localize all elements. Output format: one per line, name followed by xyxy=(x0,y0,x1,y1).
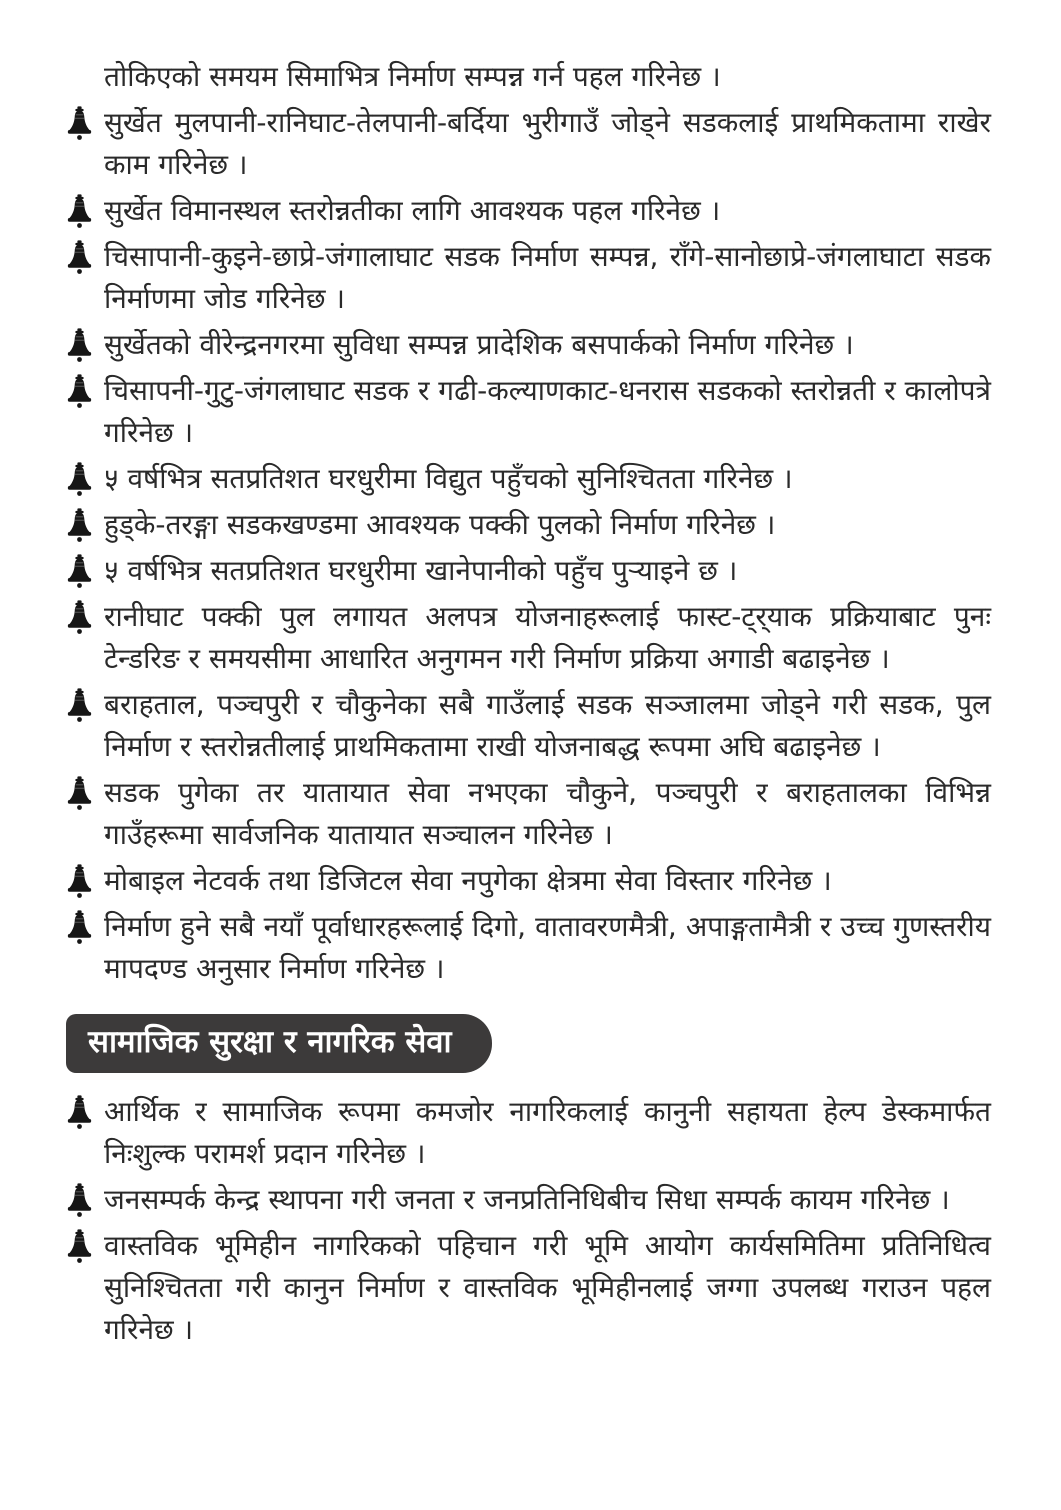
list-item-text: वास्तविक भूमिहीन नागरिकको पहिचान गरी भूमि आयोग कार्यसमितिमा प्रतिनिधित्व सुनिश्चितता गरी कानुन निर्माण र वास्तविक भूमिहीनलाई जग्गा उपलब्ध गराउन पहल गरिनेछ । xyxy=(104,1229,991,1346)
bell-bullet-icon xyxy=(66,508,93,544)
list-item xyxy=(66,324,991,366)
list-item-text: निर्माण हुने सबै नयाँ पूर्वाधारहरूलाई दिगो, वातावरणमैत्री, अपाङ्गतामैत्री र उच्च गुणस्तरीय मापदण्ड अनुसार निर्माण गरिनेछ । xyxy=(104,910,991,985)
list-item-text: चिसापानी-कुइने-छाप्रे-जंगालाघाट सडक निर्माण सम्पन्न, राँगे-सानोछाप्रे-जंगलाघाटा सडक निर्माणमा जोड गरिनेछ । xyxy=(104,240,991,315)
list-item-text: बराहताल, पञ्चपुरी र चौकुनेका सबै गाउँलाई सडक सञ्जालमा जोड्ने गरी सडक, पुल निर्माण र स्तरोन्नतीलाई प्राथमिकतामा राखी योजनाबद्ध रूपमा अघि बढाइनेछ । xyxy=(104,688,991,763)
list-item xyxy=(66,102,991,186)
list-item-text: रानीघाट पक्की पुल लगायत अलपत्र योजनाहरूलाई फास्ट-ट्र्याक प्रक्रियाबाट पुनः टेन्डरिङ र समयसीमा आधारित अनुगमन गरी निर्माण प्रक्रिया अगाडी बढाइनेछ । xyxy=(104,600,991,675)
list-item-text: सुर्खेत विमानस्थल स्तरोन्नतीका लागि आवश्यक पहल गरिनेछ । xyxy=(104,194,721,227)
bell-bullet-icon xyxy=(66,106,93,142)
list-item-text: ५ वर्षभित्र सतप्रतिशत घरधुरीमा खानेपानीको पहुँच पुर्‍याइने छ । xyxy=(104,554,738,587)
bell-bullet-icon xyxy=(66,910,93,946)
list-item xyxy=(66,1225,991,1351)
bell-bullet-icon xyxy=(66,1095,93,1131)
list-item xyxy=(66,190,991,232)
bell-bullet-icon xyxy=(66,374,93,410)
list-item xyxy=(66,458,991,500)
list-item-text: सुर्खेत मुलपानी-रानिघाट-तेलपानी-बर्दिया भुरीगाउँ जोड्ने सडकलाई प्राथमिकतामा राखेर काम गरिनेछ । xyxy=(104,106,991,181)
list-item xyxy=(66,906,991,990)
bell-bullet-icon xyxy=(66,776,93,812)
bell-bullet-icon xyxy=(66,328,93,364)
intro-paragraph: तोकिएको समयम सिमाभित्र निर्माण सम्पन्न गर्न पहल गरिनेछ । xyxy=(104,60,721,93)
list-item xyxy=(66,684,991,768)
list-item-text: चिसापनी-गुटु-जंगलाघाट सडक र गढी-कल्याणकाट-धनरास सडकको स्तरोन्नती र कालोपत्रे गरिनेछ । xyxy=(104,374,991,449)
bell-bullet-icon xyxy=(66,688,93,724)
bell-bullet-icon xyxy=(66,1183,93,1219)
bell-bullet-icon xyxy=(66,864,93,900)
list-item xyxy=(66,370,991,454)
list-item-text: हुड्के-तरङ्गा सडकखण्डमा आवश्यक पक्की पुलको निर्माण गरिनेछ । xyxy=(104,508,776,541)
list-item xyxy=(66,236,991,320)
list-item xyxy=(66,596,991,680)
list-item-text: सुर्खेतको वीरेन्द्रनगरमा सुविधा सम्पन्न प्रादेशिक बसपार्कको निर्माण गरिनेछ । xyxy=(104,328,854,361)
list-item-text: आर्थिक र सामाजिक रूपमा कमजोर नागरिकलाई कानुनी सहायता हेल्प डेस्कमार्फत निःशुल्क परामर्श प्रदान गरिनेछ । xyxy=(104,1095,991,1170)
bell-bullet-icon xyxy=(66,600,93,636)
infrastructure-list xyxy=(66,102,991,990)
list-item-text: सडक पुगेका तर यातायात सेवा नभएका चौकुने, पञ्चपुरी र बराहतालका विभिन्न गाउँहरूमा सार्वजनिक यातायात सञ्चालन गरिनेछ । xyxy=(104,776,991,851)
list-item xyxy=(66,1091,991,1175)
list-item xyxy=(66,504,991,546)
bell-bullet-icon xyxy=(66,240,93,276)
bell-bullet-icon xyxy=(66,554,93,590)
section-header-social-security: सामाजिक सुरक्षा र नागरिक सेवा xyxy=(66,1014,492,1073)
list-item-text: मोबाइल नेटवर्क तथा डिजिटल सेवा नपुगेका क्षेत्रमा सेवा विस्तार गरिनेछ । xyxy=(104,864,832,897)
bell-bullet-icon xyxy=(66,462,93,498)
social-security-list xyxy=(66,1091,991,1351)
list-item xyxy=(66,1179,991,1221)
list-item xyxy=(66,772,991,856)
bell-bullet-icon xyxy=(66,1229,93,1265)
bell-bullet-icon xyxy=(66,194,93,230)
list-item-text: ५ वर्षभित्र सतप्रतिशत घरधुरीमा विद्युत पहुँचको सुनिश्चितता गरिनेछ । xyxy=(104,462,793,495)
list-item xyxy=(66,860,991,902)
list-item xyxy=(66,550,991,592)
list-item-text: जनसम्पर्क केन्द्र स्थापना गरी जनता र जनप्रतिनिधिबीच सिधा सम्पर्क कायम गरिनेछ । xyxy=(104,1183,950,1216)
